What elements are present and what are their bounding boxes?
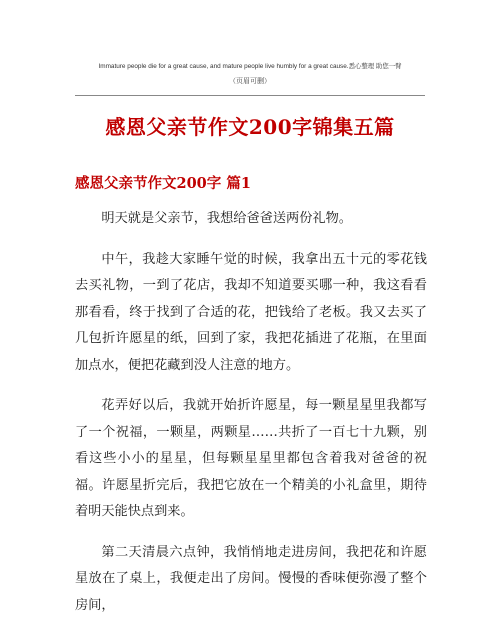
document-body xyxy=(75,206,427,633)
paragraph-1: 明天就是父亲节，我想给爸爸送两份礼物。 xyxy=(101,211,352,226)
document-title: 感恩父亲节作文200字锦集五篇 xyxy=(105,115,395,139)
paragraph-4: 第二天清晨六点钟，我悄悄地走进房间，我把花和许愿星放在了桌上，我便走出了房间。慢慢的香味便弥漫了整个房间， xyxy=(75,544,427,613)
page-header-text: Immature people die for a great cause, and mature people live humbly for a great cause.悉心整理 助您一臂 xyxy=(98,63,402,70)
header-divider xyxy=(75,95,425,96)
page-header-note: （页眉可删） xyxy=(229,77,271,85)
paragraph-2: 中午，我趁大家睡午觉的时候，我拿出五十元的零花钱去买礼物，一到了花店，我却不知道要买哪一种，我这看看那看看，终于找到了合适的花，把钱给了老板。我又去买了几包折许愿星的纸，回到了家，我把花插进了花瓶，在里面加点水，便把花藏到没人注意的地方。 xyxy=(75,251,427,373)
section-heading: 感恩父亲节作文200字 篇1 xyxy=(75,175,251,192)
paragraph-3: 花弄好以后，我就开始折许愿星，每一颗星星里我都写了一个祝福，一颗星，两颗星……共折了一百七十九颗，别看这些小小的星星，但每颗星星里都包含着我对爸爸的祝福。许愿星折完后，我把它放在一个精美的小礼盒里，期待着明天能快点到来。 xyxy=(75,398,427,519)
